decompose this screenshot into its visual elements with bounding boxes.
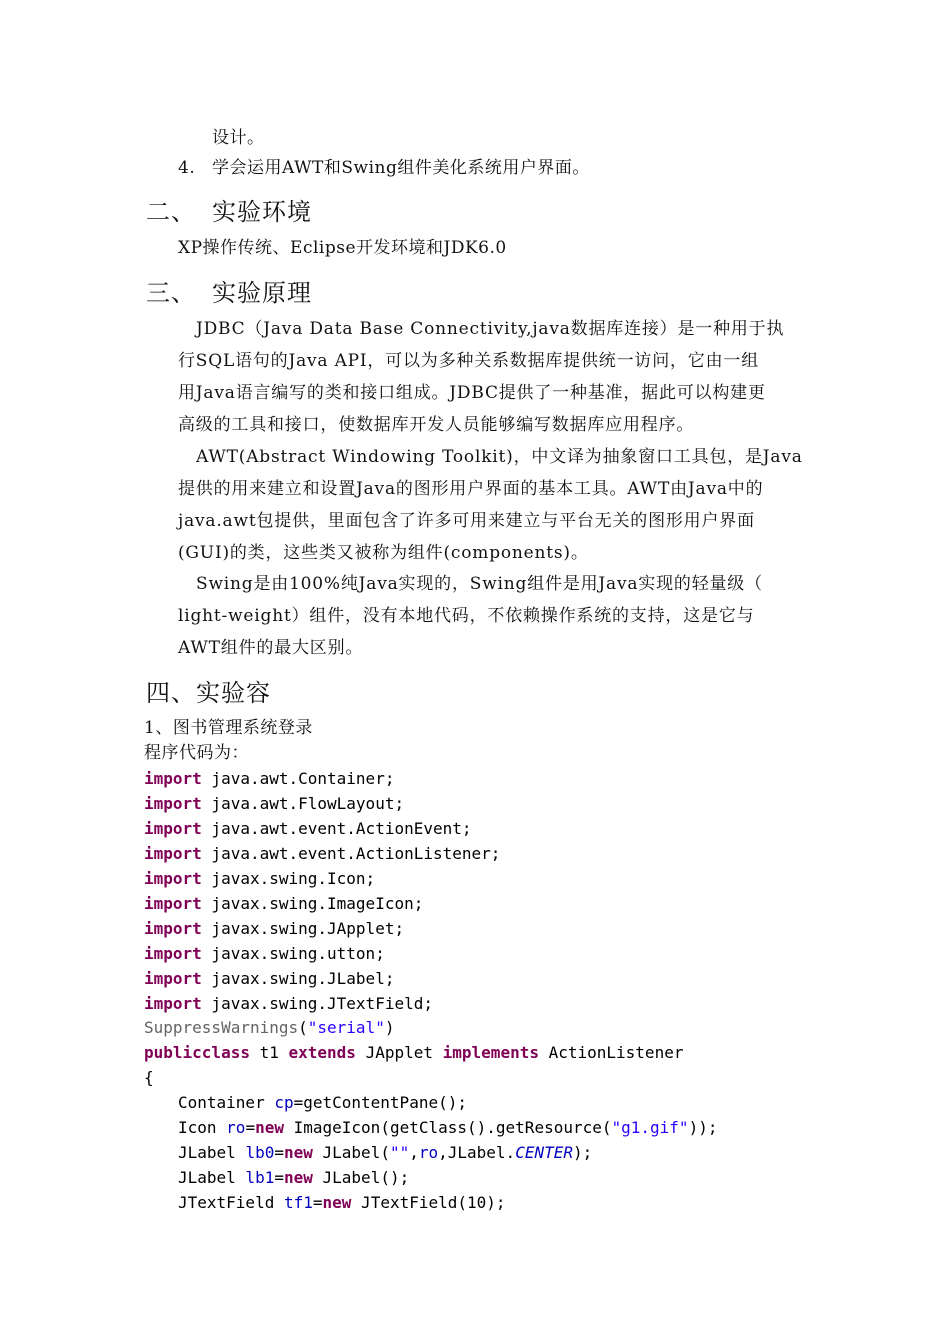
- identifier: t1: [249, 1043, 289, 1062]
- import-path: javax.swing.JLabel;: [201, 969, 395, 988]
- code-line-field: [178, 1193, 506, 1213]
- type: JLabel: [178, 1143, 246, 1162]
- identifier: JApplet: [355, 1043, 443, 1062]
- keyword: import: [144, 769, 202, 788]
- para-awt-line: (GUI)的类，这些类又被称为组件(components)。: [178, 543, 589, 563]
- import-path: java.awt.event.ActionEvent;: [201, 819, 472, 838]
- field: lb0: [245, 1143, 275, 1162]
- code-line-import: [144, 794, 404, 814]
- keyword: import: [144, 844, 202, 863]
- para-swing-line: light-weight）组件，没有本地代码，不依赖操作系统的支持，这是它与: [178, 606, 755, 626]
- keyword: import: [144, 944, 202, 963]
- expr: );: [572, 1143, 593, 1162]
- para-jdbc-line: 用Java语言编写的类和接口组成。JDBC提供了一种基准，据此可以构建更: [178, 383, 766, 403]
- list-item-4-number: 4.: [178, 158, 196, 178]
- keyword: new: [283, 1168, 313, 1187]
- import-path: javax.swing.JApplet;: [201, 919, 405, 938]
- annotation: SuppressWarnings: [144, 1018, 299, 1037]
- string-literal: "serial": [307, 1018, 385, 1037]
- field: lb1: [245, 1168, 275, 1187]
- section-2-number: 二、: [146, 198, 196, 226]
- keyword: import: [144, 919, 202, 938]
- keyword: import: [144, 794, 202, 813]
- keyword: implements: [442, 1043, 539, 1062]
- expr: ImageIcon(getClass().getResource(: [283, 1118, 612, 1137]
- import-path: javax.swing.Icon;: [201, 869, 376, 888]
- section-2-heading: 实验环境: [212, 198, 312, 226]
- expr: ,: [409, 1143, 419, 1162]
- code-line-import: [144, 869, 375, 889]
- code-line-import: [144, 919, 404, 939]
- para-swing-line: AWT组件的最大区别。: [178, 638, 364, 658]
- keyword: new: [255, 1118, 284, 1137]
- code-line-annotation: [144, 1018, 394, 1038]
- code-line-import: [144, 994, 433, 1014]
- import-path: java.awt.FlowLayout;: [201, 794, 405, 813]
- para-jdbc-line: JDBC（Java Data Base Connectivity,java数据库连接）是一种用于执: [196, 319, 785, 339]
- keyword: import: [144, 869, 202, 888]
- keyword: new: [322, 1193, 352, 1212]
- import-path: javax.swing.JTextField;: [201, 994, 433, 1013]
- keyword: import: [144, 894, 202, 913]
- list-item-4-text: 学会运用AWT和Swing组件美化系统用户界面。: [212, 158, 590, 178]
- type: Container: [178, 1093, 275, 1112]
- identifier: ActionListener: [538, 1043, 684, 1062]
- para-swing-line: Swing是由100%纯Java实现的，Swing组件是用Java实现的轻量级（: [196, 574, 763, 594]
- paren: (: [298, 1018, 308, 1037]
- keyword: new: [283, 1143, 313, 1162]
- expr: JTextField(10);: [351, 1193, 506, 1212]
- section-4-subheading: 1、图书管理系统登录: [144, 718, 313, 738]
- string-literal: "g1.gif": [611, 1118, 689, 1137]
- para-awt-line: 提供的用来建立和设置Java的图形用户界面的基本工具。AWT由Java中的: [178, 479, 764, 499]
- import-path: java.awt.Container;: [201, 769, 395, 788]
- keyword: publicclass: [144, 1043, 250, 1062]
- expr: JLabel(: [312, 1143, 390, 1162]
- op: =: [245, 1118, 256, 1137]
- field: ro: [226, 1118, 246, 1137]
- op: =: [274, 1143, 284, 1162]
- expr: ));: [688, 1118, 718, 1137]
- para-awt-line: AWT(Abstract Windowing Toolkit)，中文译为抽象窗口工具包，是Java: [196, 447, 803, 467]
- expr: ,JLabel.: [438, 1143, 516, 1162]
- code-line-class-decl: [144, 1043, 683, 1063]
- code-line-import: [144, 769, 394, 789]
- code-line-field: [178, 1143, 592, 1163]
- op: =: [274, 1168, 284, 1187]
- static-field: CENTER: [515, 1143, 573, 1162]
- import-path: javax.swing.utton;: [201, 944, 385, 963]
- field: cp: [274, 1093, 294, 1112]
- type: JLabel: [178, 1168, 246, 1187]
- type: JTextField: [178, 1193, 284, 1212]
- expr: JLabel();: [312, 1168, 410, 1187]
- code-line-field: [178, 1093, 467, 1113]
- keyword: import: [144, 994, 202, 1013]
- keyword: import: [144, 969, 202, 988]
- type: Icon: [178, 1118, 227, 1137]
- code-line-import: [144, 944, 385, 964]
- para-awt-line: java.awt包提供，里面包含了许多可用来建立与平台无关的图形用户界面: [178, 511, 755, 531]
- para-jdbc-line: 高级的工具和接口，使数据库开发人员能够编写数据库应用程序。: [178, 415, 695, 435]
- para-jdbc-line: 行SQL语句的Java API，可以为多种关系数据库提供统一访问，它由一组: [178, 351, 759, 371]
- code-line-import: [144, 819, 472, 839]
- code-line-import: [144, 969, 394, 989]
- keyword: import: [144, 819, 202, 838]
- op: =: [312, 1193, 323, 1212]
- code-line-import: [144, 844, 500, 864]
- import-path: java.awt.event.ActionListener;: [201, 844, 501, 863]
- expr: =getContentPane();: [293, 1093, 467, 1112]
- keyword: extends: [288, 1043, 356, 1062]
- code-line-field: [178, 1118, 717, 1138]
- paren: ): [384, 1018, 395, 1037]
- design-continuation: 设计。: [212, 128, 265, 148]
- code-line-import: [144, 894, 423, 914]
- section-4-heading: 四、实验容: [146, 679, 271, 707]
- section-3-heading: 实验原理: [212, 279, 312, 307]
- field: tf1: [283, 1193, 313, 1212]
- section-3-number: 三、: [146, 279, 196, 307]
- code-line-brace: {: [144, 1068, 154, 1087]
- code-line-field: [178, 1168, 409, 1188]
- import-path: javax.swing.ImageIcon;: [201, 894, 424, 913]
- field: ro: [418, 1143, 439, 1162]
- string-literal: "": [389, 1143, 410, 1162]
- section-2-body: XP操作传统、Eclipse开发环境和JDK6.0: [178, 238, 507, 258]
- code-intro: 程序代码为：: [144, 743, 249, 763]
